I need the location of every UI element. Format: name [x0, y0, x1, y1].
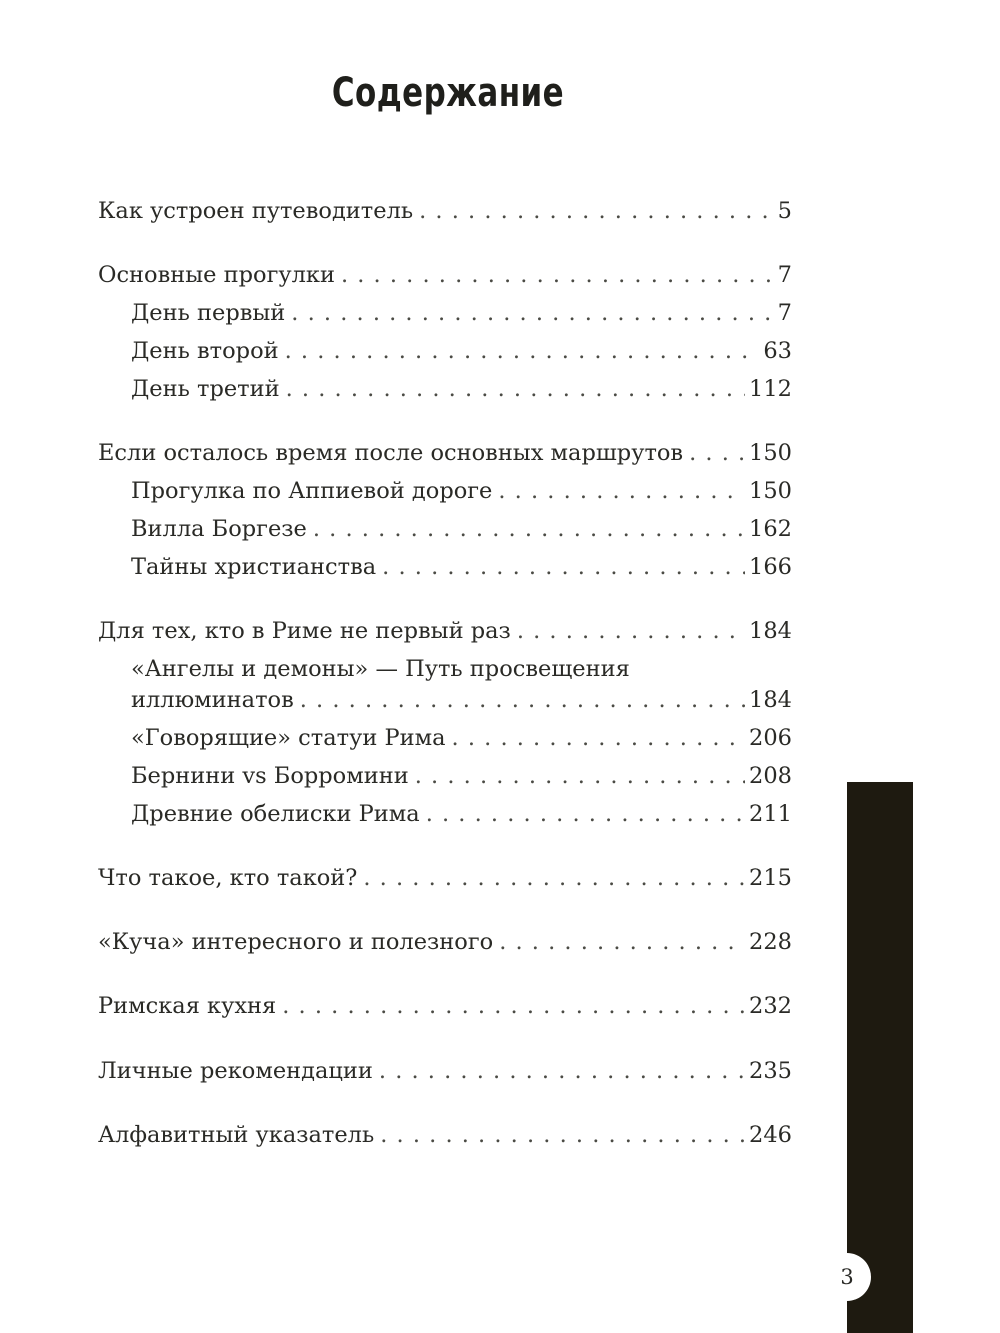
toc-entry-obelisks[interactable] — [131, 800, 792, 828]
toc-entry-text: иллюминатов — [131, 687, 294, 713]
toc-page-number: 184 — [749, 618, 792, 644]
toc-leader-dots — [285, 337, 760, 365]
toc-entry-text: Алфавитный указатель — [98, 1122, 375, 1148]
toc-leader-dots — [282, 992, 745, 1020]
toc-leader-dots — [286, 375, 745, 403]
toc-leader-dots — [313, 515, 745, 543]
toc-leader-dots — [452, 724, 746, 752]
toc-page-number: 215 — [749, 865, 792, 891]
toc-leader-dots — [379, 1057, 745, 1085]
toc-entry-christianity[interactable] — [131, 553, 792, 581]
toc-page-number: 63 — [763, 338, 792, 364]
toc-leader-dots — [300, 686, 745, 714]
toc-entry-index[interactable] — [98, 1121, 792, 1149]
toc-entry-bernini[interactable] — [131, 762, 792, 790]
page-title: Содержание — [331, 70, 565, 116]
toc-leader-dots — [498, 477, 745, 505]
toc-entry-text: День первый — [131, 300, 286, 326]
toc-entry-text: «Говорящие» статуи Рима — [131, 725, 446, 751]
toc-page-number: 150 — [749, 478, 792, 504]
toc-page-number: 7 — [777, 262, 792, 288]
toc-leader-dots — [415, 762, 745, 790]
toc-entry-text: Для тех, кто в Риме не первый раз — [98, 618, 511, 644]
toc-entry-text: Основные прогулки — [98, 262, 335, 288]
toc-entry-text: Бернини vs Борромини — [131, 763, 409, 789]
toc-page-number: 206 — [749, 725, 792, 751]
toc-leader-dots — [380, 1121, 745, 1149]
toc-page-number: 208 — [749, 763, 792, 789]
toc-entry-heap[interactable] — [98, 928, 792, 956]
toc-entry-text: Что такое, кто такой? — [98, 865, 358, 891]
toc-page-number: 184 — [749, 687, 792, 713]
toc-page-number: 246 — [749, 1122, 792, 1148]
toc-entry-text: Тайны христианства — [131, 554, 377, 580]
toc-entry-text: День третий — [131, 376, 280, 402]
toc-leader-dots — [426, 800, 745, 828]
toc-entry-text: Как устроен путеводитель — [98, 198, 414, 224]
toc-page-number: 232 — [749, 993, 792, 1019]
toc-entry-day-two[interactable] — [131, 337, 792, 365]
toc-leader-dots — [499, 928, 745, 956]
toc-page-number: 112 — [749, 376, 792, 402]
toc-entry-day-three[interactable] — [131, 375, 792, 403]
toc-page-number: 7 — [777, 300, 792, 326]
toc-entry-text: День второй — [131, 338, 279, 364]
toc-leader-dots — [291, 299, 773, 327]
toc-entry-text: Личные рекомендации — [98, 1058, 373, 1084]
toc-leader-dots — [517, 617, 745, 645]
toc-entry-roman-cuisine[interactable] — [98, 992, 792, 1020]
toc-page-number: 211 — [749, 801, 792, 827]
toc-leader-dots — [419, 197, 774, 225]
toc-entry-day-one[interactable] — [131, 299, 792, 327]
toc-entry-angels-demons[interactable] — [131, 686, 792, 714]
toc-leader-dots — [382, 553, 745, 581]
toc-page-number: 228 — [749, 929, 792, 955]
toc-entry-appian-way[interactable] — [131, 477, 792, 505]
chapter-side-bar — [847, 782, 913, 1333]
toc-entry-what-who[interactable] — [98, 864, 792, 892]
toc-entry-angels-demons-line1[interactable]: «Ангелы и демоны» — Путь просвещения — [131, 656, 630, 682]
toc-page-number: 235 — [749, 1058, 792, 1084]
toc-entry-villa-borghese[interactable] — [131, 515, 792, 543]
toc-page-number: 166 — [749, 554, 792, 580]
toc-entry-text: Древние обелиски Рима — [131, 801, 420, 827]
toc-entry-text: Римская кухня — [98, 993, 277, 1019]
page-number: 3 — [823, 1253, 871, 1301]
toc-entry-text: «Куча» интересного и полезного — [98, 929, 494, 955]
toc-entry-not-first-time[interactable] — [98, 617, 792, 645]
toc-entry-extra-time[interactable] — [98, 439, 792, 467]
toc-page-number: 162 — [749, 516, 792, 542]
toc-entry-talking-statues[interactable] — [131, 724, 792, 752]
toc-entry-how-guide-works[interactable] — [98, 197, 792, 225]
toc-leader-dots — [689, 439, 745, 467]
toc-leader-dots — [363, 864, 745, 892]
toc-page-number: 5 — [777, 198, 792, 224]
toc-entry-text: Прогулка по Аппиевой дороге — [131, 478, 493, 504]
toc-leader-dots — [341, 261, 774, 289]
toc-entry-recommendations[interactable] — [98, 1057, 792, 1085]
toc-entry-text: Вилла Боргезе — [131, 516, 307, 542]
toc-entry-text: Если осталось время после основных маршрутов — [98, 440, 684, 466]
toc-page-number: 150 — [749, 440, 792, 466]
toc-entry-main-walks[interactable] — [98, 261, 792, 289]
